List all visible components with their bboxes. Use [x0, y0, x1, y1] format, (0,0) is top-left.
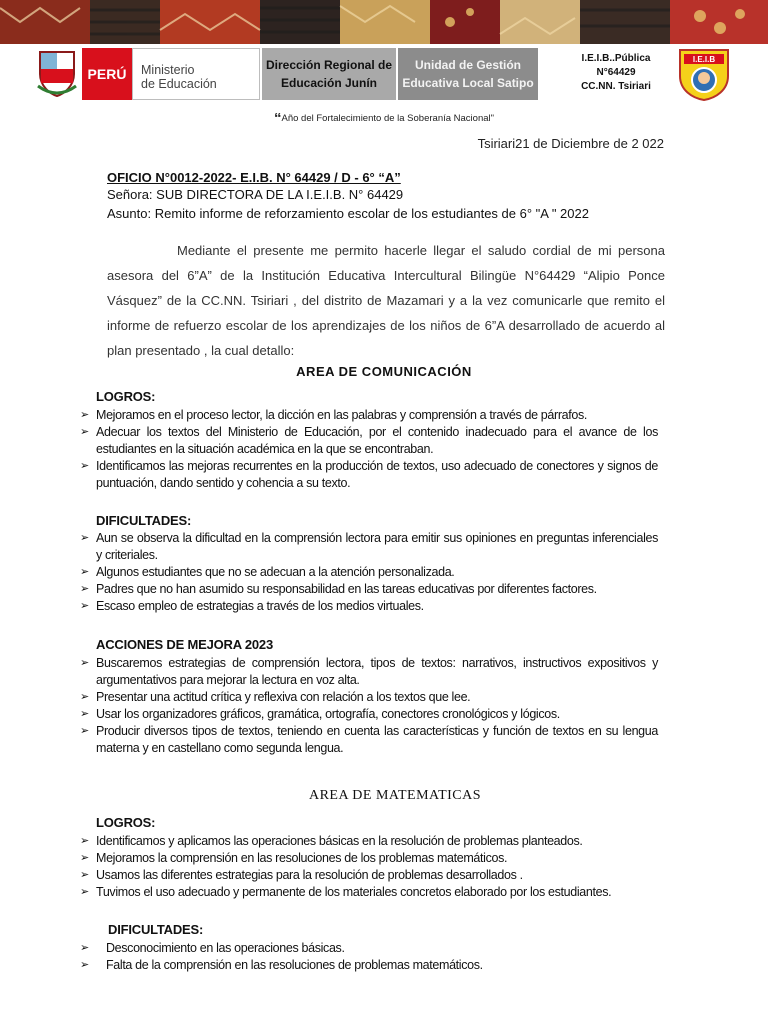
comunicacion-dificultades-heading: DIFICULTADES: [96, 513, 192, 528]
matematicas-logros-list [80, 833, 658, 901]
intro-paragraph: Mediante el presente me permito hacerle llegar el saludo cordial de mi persona asesora del 6”A” de la Institución Educativa Intercultural Bilingüe N°64429 “Alipio Ponce Vásquez” de la CC.NN. Tsiriari , del distrito de Mazamari y a la vez comunicarle que remito el informe de refuerzo escolar de los aprendizajes de los niños de 6”A desarrollado de acuerdo al plan presentado , la cual detallo: [107, 243, 665, 358]
institutional-header [0, 44, 768, 102]
list-item: ➢ Mejoramos en el proceso lector, la dicción en las palabras y comprensión a través de párrafos. [80, 407, 658, 424]
list-item: ➢ Usamos las diferentes estrategias para la resolución de problemas desarrollados . [80, 867, 658, 884]
year-motto [0, 110, 768, 127]
list-item: ➢ Identificamos y aplicamos las operaciones básicas en la resolución de problemas planteados. [80, 833, 658, 850]
list-item: ➢ Aun se observa la dificultad en la comprensión lectora para emitir sus opiniones en preguntas inferenciales y criteriales. [80, 530, 658, 564]
list-item: ➢ Adecuar los textos del Ministerio de Educación, por el contenido inadecuado para el avance de los estudiantes en la situación académica en la que se encontraban. [80, 424, 658, 458]
list-item: ➢ Usar los organizadores gráficos, gramática, ortografía, conectores cronológicos y lógicos. [80, 706, 658, 723]
list-item: ➢ Desconocimiento en las operaciones básicas. [80, 940, 658, 957]
dre-line-2: Educación Junín [280, 76, 377, 90]
list-item: ➢ Tuvimos el uso adecuado y permanente de los materiales concretos elaborado por los estudiantes. [80, 884, 658, 901]
eib-logo-icon [676, 46, 732, 102]
school-line-3: CC.NN. Tsiriari [581, 81, 651, 92]
school-line-2: N°64429 [596, 67, 636, 78]
peru-brand-text: PERÚ [87, 66, 127, 82]
comunicacion-acciones-heading: ACCIONES DE MEJORA 2023 [96, 637, 273, 652]
list-item: ➢ Falta de la comprensión en las resoluciones de problemas matemáticos. [80, 957, 658, 974]
section-title-matematicas: AREA DE MATEMATICAS [308, 788, 482, 803]
ministry-line-1: Ministerio [141, 63, 195, 77]
matematicas-dificultades-heading: DIFICULTADES: [108, 922, 204, 937]
subject: Asunto: Remito informe de reforzamiento escolar de los estudiantes de 6° "A " 2022 [107, 206, 589, 221]
list-item: ➢ Mejoramos la comprensión en las resoluciones de los problemas matemáticos. [80, 850, 658, 867]
list-item: ➢ Identificamos las mejoras recurrentes en la producción de textos, uso adecuado de conectores y signos de puntuación, dando sentido y cohencia a su texto. [80, 458, 658, 492]
list-item: ➢ Presentar una actitud crítica y reflexiva con relación a los textos que lee. [80, 689, 658, 706]
motto-quote: “ [274, 110, 282, 127]
list-item: ➢ Producir diversos tipos de textos, teniendo en cuenta las características y función de textos en su lengua materna y en castellano como segunda lengua. [80, 723, 658, 757]
ministry-line-2: de Educación [141, 77, 217, 91]
list-item: ➢ Algunos estudiantes que no se adecuan a la atención personalizada. [80, 564, 658, 581]
peru-brand [82, 48, 132, 100]
section-title-comunicacion: AREA DE COMUNICACIÓN [296, 364, 472, 379]
school-info [560, 52, 672, 96]
matematicas-dificultades-list [80, 940, 658, 974]
ugel-label [398, 48, 538, 100]
ministry-label [132, 48, 260, 100]
dre-label [262, 48, 396, 100]
list-item: ➢ Escaso empleo de estrategias a través de los medios virtuales. [80, 598, 658, 615]
ugel-line-2: Educativa Local Satipo [402, 76, 534, 90]
ugel-line-1: Unidad de Gestión [414, 58, 521, 72]
list-item: ➢ Padres que no han asumido su responsabilidad en las tareas educativas por diferentes factores. [80, 581, 658, 598]
comunicacion-logros-heading: LOGROS: [96, 389, 156, 404]
oficio-number: OFICIO N°0012-2022- E.I.B. N° 64429 / D - 6° “A” [107, 170, 401, 185]
school-line-1: I.E.I.B..Pública [581, 53, 651, 64]
matematicas-logros-heading: LOGROS: [96, 815, 156, 830]
dre-line-1: Dirección Regional de [265, 58, 393, 72]
comunicacion-dificultades-list [80, 530, 658, 615]
letter-date: Tsiriari21 de Diciembre de 2 022 [477, 136, 664, 151]
list-item: ➢ Buscaremos estrategias de comprensión lectora, tipos de textos: narrativos, instructivos expositivos y argumentativos para mejorar la lectura en voz alta. [80, 655, 658, 689]
recipient: Señora: SUB DIRECTORA DE LA I.E.I.B. N° 64429 [107, 187, 404, 202]
comunicacion-logros-list [80, 407, 658, 492]
woven-banner [0, 0, 768, 44]
eib-logo-text: I.E.I.B [692, 55, 716, 64]
motto-text: Año del Fortalecimiento de la Soberanía Nacional" [281, 113, 494, 124]
comunicacion-acciones-list [80, 655, 658, 757]
peru-crest-icon [36, 46, 78, 98]
